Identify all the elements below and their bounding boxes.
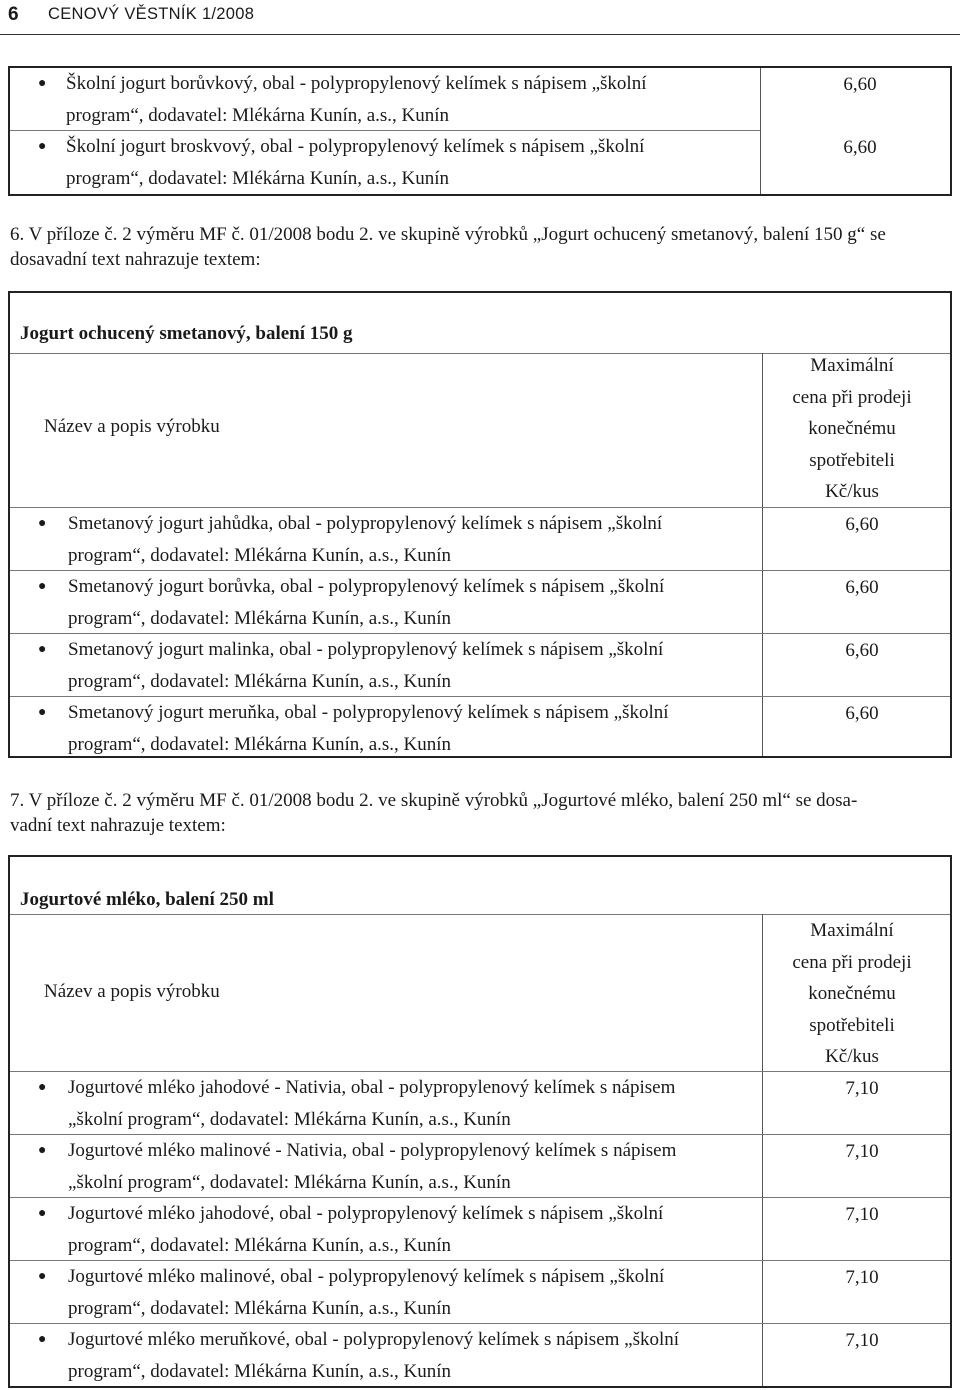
- bullet-icon: ●: [38, 1206, 47, 1221]
- publication-title: CENOVÝ VĚSTNÍK 1/2008: [48, 5, 255, 23]
- bullet-icon: ●: [38, 139, 47, 154]
- paragraph-line: 7. V příloze č. 2 výměru MF č. 01/2008 bodu 2. ve skupině výrobků „Jogurtové mléko, balení 250 ml“ se dosa-: [10, 790, 858, 811]
- product-description: [68, 1072, 748, 1135]
- product-price: 7,10: [845, 1267, 879, 1288]
- bullet-icon: ●: [38, 642, 47, 657]
- product-price: 6,60: [845, 577, 879, 598]
- description-line: Školní jogurt broskvový, obal - polypropylenový kelímek s nápisem „školní: [66, 136, 645, 157]
- table-jogurtove-mleko: [8, 855, 952, 1388]
- product-description: [66, 131, 746, 194]
- description-line: Školní jogurt borůvkový, obal - polypropylenový kelímek s nápisem „školní: [66, 73, 647, 94]
- paragraph-7: [10, 788, 955, 838]
- product-description: [66, 68, 746, 131]
- product-description: [68, 634, 748, 697]
- description-line: Jogurtové mléko jahodové, obal - polypropylenový kelímek s nápisem „školní: [68, 1203, 664, 1224]
- description-line: program“, dodavatel: Mlékárna Kunín, a.s., Kunín: [68, 670, 452, 692]
- paragraph-6: [10, 222, 955, 272]
- description-line: program“, dodavatel: Mlékárna Kunín, a.s., Kunín: [68, 607, 452, 629]
- description-line: „školní program“, dodavatel: Mlékárna Kunín, a.s., Kunín: [68, 1108, 511, 1130]
- table-title: Jogurtové mléko, balení 250 ml: [20, 889, 274, 910]
- product-price: 7,10: [845, 1330, 879, 1351]
- product-price: 7,10: [845, 1141, 879, 1162]
- description-line: program“, dodavatel: Mlékárna Kunín, a.s., Kunín: [68, 544, 452, 566]
- product-description: [68, 1198, 748, 1261]
- bullet-icon: ●: [38, 579, 47, 594]
- description-line: Smetanový jogurt meruňka, obal - polypropylenový kelímek s nápisem „školní: [68, 702, 669, 723]
- column-divider: [760, 68, 761, 194]
- product-description: [68, 571, 748, 634]
- header-rule: [0, 34, 960, 35]
- bullet-icon: ●: [38, 1143, 47, 1158]
- price-header-line: Kč/kus: [825, 1046, 879, 1067]
- description-line: program“, dodavatel: Mlékárna Kunín, a.s., Kunín: [68, 1360, 452, 1382]
- column-header-name: Název a popis výrobku: [44, 416, 220, 437]
- table-title: Jogurt ochucený smetanový, balení 150 g: [20, 323, 353, 344]
- price-header-line: spotřebiteli: [809, 449, 895, 471]
- page-header: [0, 0, 960, 34]
- page-number: 6: [8, 4, 19, 25]
- price-header-line: konečnému: [808, 418, 896, 439]
- column-header-name: Název a popis výrobku: [44, 981, 220, 1002]
- price-header-line: Maximální: [810, 920, 894, 941]
- description-line: program“, dodavatel: Mlékárna Kunín, a.s., Kunín: [68, 733, 452, 755]
- column-header-price: [752, 350, 952, 508]
- product-description: [68, 1324, 748, 1387]
- price-header-line: Kč/kus: [825, 481, 879, 502]
- description-line: Jogurtové mléko malinové, obal - polypropylenový kelímek s nápisem „školní: [68, 1266, 665, 1287]
- price-header-line: spotřebiteli: [809, 1014, 895, 1036]
- product-price: 7,10: [845, 1204, 879, 1225]
- description-line: Jogurtové mléko meruňkové, obal - polypropylenový kelímek s nápisem „školní: [68, 1329, 680, 1350]
- price-header-line: cena při prodeji: [792, 951, 912, 973]
- bullet-icon: ●: [38, 705, 47, 720]
- paragraph-line: 6. V příloze č. 2 výměru MF č. 01/2008 bodu 2. ve skupině výrobků „Jogurt ochucený smetanový, balení 150 g“ se: [10, 224, 886, 245]
- product-price: 7,10: [845, 1078, 879, 1099]
- description-line: program“, dodavatel: Mlékárna Kunín, a.s., Kunín: [66, 167, 450, 189]
- product-description: [68, 1135, 748, 1198]
- description-line: program“, dodavatel: Mlékárna Kunín, a.s., Kunín: [68, 1297, 452, 1319]
- product-price: 6,60: [845, 640, 879, 661]
- description-line: Smetanový jogurt malinka, obal - polypropylenový kelímek s nápisem „školní: [68, 639, 664, 660]
- product-description: [68, 697, 748, 760]
- bullet-icon: ●: [38, 516, 47, 531]
- paragraph-line: vadní text nahrazuje textem:: [10, 815, 226, 836]
- description-line: Jogurtové mléko jahodové - Nativia, obal - polypropylenový kelímek s nápisem: [68, 1077, 676, 1098]
- product-price: 6,60: [845, 514, 879, 535]
- product-price: 6,60: [843, 137, 877, 158]
- paragraph-line: dosavadní text nahrazuje textem:: [10, 249, 261, 270]
- price-header-line: cena při prodeji: [792, 386, 912, 408]
- table-smetanovy-jogurt: [8, 291, 952, 758]
- price-header-line: Maximální: [810, 355, 894, 376]
- description-line: program“, dodavatel: Mlékárna Kunín, a.s., Kunín: [66, 104, 450, 126]
- bullet-icon: ●: [38, 1269, 47, 1284]
- description-line: Jogurtové mléko malinové - Nativia, obal - polypropylenový kelímek s nápisem: [68, 1140, 677, 1161]
- price-header-line: konečnému: [808, 983, 896, 1004]
- description-line: program“, dodavatel: Mlékárna Kunín, a.s., Kunín: [68, 1234, 452, 1256]
- description-line: Smetanový jogurt jahůdka, obal - polypropylenový kelímek s nápisem „školní: [68, 513, 663, 534]
- product-description: [68, 508, 748, 571]
- bullet-icon: ●: [38, 1080, 47, 1095]
- product-price: 6,60: [845, 703, 879, 724]
- description-line: Smetanový jogurt borůvka, obal - polypropylenový kelímek s nápisem „školní: [68, 576, 665, 597]
- table-school-yogurt-continuation: [8, 66, 952, 196]
- column-header-price: [752, 915, 952, 1073]
- product-description: [68, 1261, 748, 1324]
- description-line: „školní program“, dodavatel: Mlékárna Kunín, a.s., Kunín: [68, 1171, 511, 1193]
- bullet-icon: ●: [38, 76, 47, 91]
- product-price: 6,60: [843, 74, 877, 95]
- bullet-icon: ●: [38, 1332, 47, 1347]
